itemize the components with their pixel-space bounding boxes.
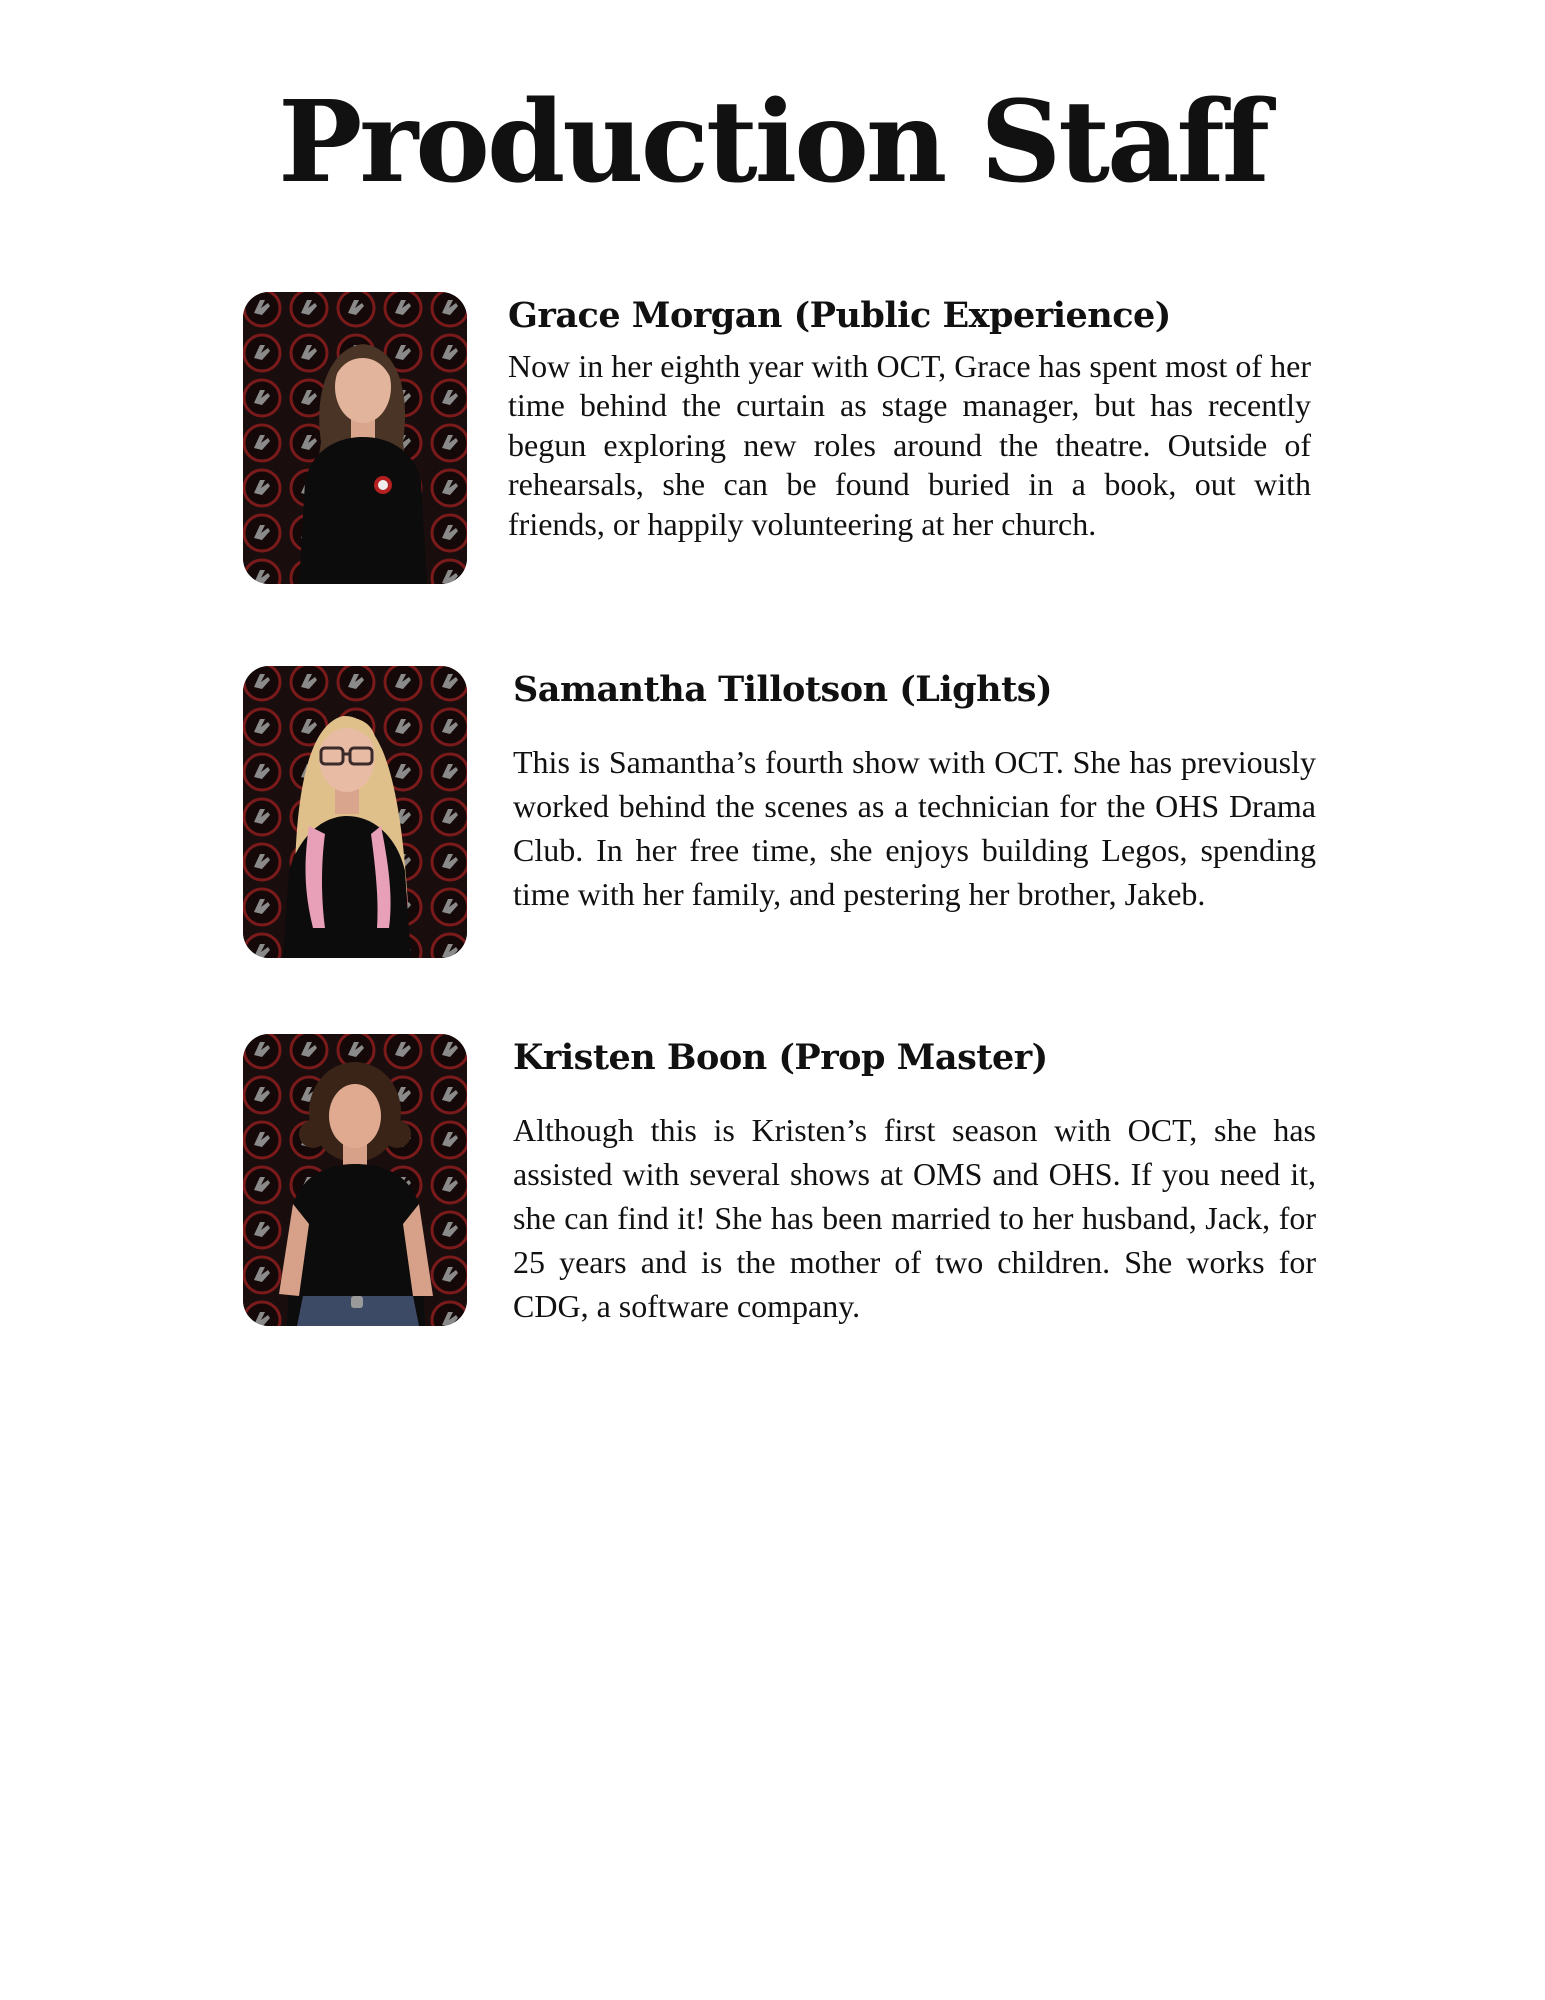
- staff-bio: Now in her eighth year with OCT, Grace has spent most of her time behind the curtain as stage manager, but has recently begun exploring new roles around the theatre. Outside of rehearsals, she can be found buried in a book, out with friends, or happily volunteering at her church.: [508, 348, 1311, 542]
- staff-name: Grace Morgan (Public Experience): [508, 295, 1171, 336]
- staff-photo: [243, 1034, 467, 1326]
- staff-name: Samantha Tillotson (Lights): [513, 669, 1053, 710]
- staff-bio: Although this is Kristen’s first season with OCT, she has assisted with several shows at OMS and OHS. If you need it, she can find it! She has been married to her husband, Jack, for 25 years and is the mother of two children. She works for CDG, a software company.: [513, 1112, 1316, 1324]
- page-title: Production Staff: [278, 77, 1267, 208]
- staff-photo: [243, 666, 467, 958]
- staff-bio: This is Samantha’s fourth show with OCT. She has previously worked behind the scenes as a technician for the OHS Drama Club. In her free time, she enjoys building Legos, spending time with her family, and pestering her brother, Jakeb.: [513, 744, 1316, 912]
- staff-name: Kristen Boon (Prop Master): [513, 1037, 1048, 1078]
- staff-photo: [243, 292, 467, 584]
